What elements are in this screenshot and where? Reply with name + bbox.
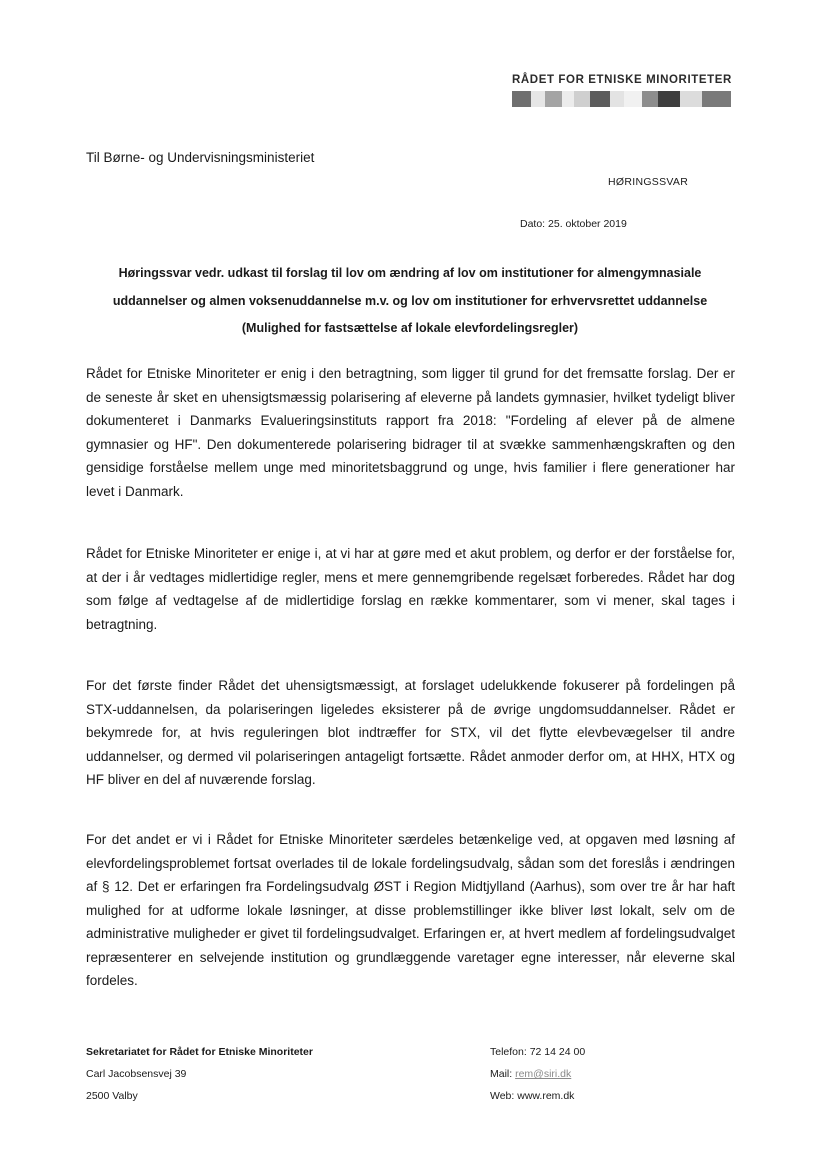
footer-street: Carl Jacobsensvej 39 (86, 1068, 187, 1080)
paragraph-4 (86, 828, 735, 993)
footer-city: 2500 Valby (86, 1090, 138, 1102)
paragraph-1 (86, 362, 735, 503)
recipient-line: Til Børne- og Undervisningsministeriet (86, 150, 315, 165)
footer-contact (490, 1041, 585, 1107)
logo-bar-segment (658, 91, 680, 107)
paragraph-3 (86, 674, 735, 792)
footer-address (86, 1041, 313, 1107)
logo-bar-segment (680, 91, 702, 107)
logo-bar-segment (642, 91, 658, 107)
footer-phone: Telefon: 72 14 24 00 (490, 1046, 586, 1058)
logo-bar-segment (624, 91, 642, 107)
paragraph-2 (86, 542, 735, 636)
logo-bar-segment (512, 91, 531, 107)
organization-name: RÅDET FOR ETNISKE MINORITETER (512, 74, 732, 86)
logo-bar-segment (590, 91, 610, 107)
logo-bar-segment (562, 91, 574, 107)
date-line: Dato: 25. oktober 2019 (520, 218, 627, 230)
paragraph-text: Rådet for Etniske Minoriteter er enige i, at vi har at gøre med et akut problem, og derfor er der forståelse for, at der i år vedtages midlertidige regler, mens et mere gennemgribende regelsæt forberedes. Rådet har dog som følge af vedtagelse af de midlertidige forslag en række kommentarer, som vi mener, skal tages i betragtning. (86, 546, 735, 632)
footer-mail-link[interactable]: rem@siri.dk (515, 1068, 572, 1080)
document-type: HØRINGSSVAR (608, 176, 689, 188)
footer-org-name: Sekretariatet for Rådet for Etniske Minoriteter (86, 1046, 313, 1058)
logo-bar-segment (531, 91, 545, 107)
paragraph-text: For det andet er vi i Rådet for Etniske Minoriteter særdeles betænkelige ved, at opgaven med løsning af elevfordelingsproblemet fortsat overlades til de lokale fordelingsudvalg, sådan som det foreslås i ændringen af § 12. Det er erfaringen fra Fordelingsudvalg ØST i Region Midtjylland (Aarhus), som over tre år har haft mulighed for at udforme lokale løsninger, at disse problemstillinger ikke bliver løst lokalt, selv om de administrative muligheder er givet til fordelingsudvalget. Erfaringen er, at hvert medlem af fordelingsudvalget repræsenterer en selvejende institution og grundlæggende varetager egne interesser, når eleverne skal fordeles. (86, 832, 735, 988)
paragraph-text: Rådet for Etniske Minoriteter er enig i den betragtning, som ligger til grund for det fremsatte forslag. Der er de seneste år sket en uhensigtsmæssig polarisering af eleverne på landets gymnasier, hvilket tydeligt bliver dokumenteret i Danmarks Evalueringsinstituts rapport fra 2018: "Fordeling af elever på de almene gymnasier og HF". Den dokumenterede polarisering bidrager til at svække sammenhængskraften og den gensidige forståelse mellem unge med minoritetsbaggrund og unge, hvis familier i flere generationer har levet i Danmark. (86, 366, 735, 499)
logo-bar-segment (545, 91, 562, 107)
footer-mail (490, 1063, 585, 1085)
logo-bar-segment (574, 91, 590, 107)
logo-color-bar (512, 91, 731, 107)
logo-bar-segment (610, 91, 624, 107)
footer-web: Web: www.rem.dk (490, 1090, 575, 1102)
subject-heading: Høringssvar vedr. udkast til forslag til lov om ændring af lov om institutioner for almengymnasiale uddannelser og almen voksenuddannelse m.v. og lov om institutioner for erhvervsrettet uddannelse (Mulighed for fastsættelse af lokale elevfordelingsregler) (112, 266, 708, 335)
logo-bar-segment (702, 91, 731, 107)
footer-mail-label: Mail: (490, 1068, 513, 1080)
paragraph-text: For det første finder Rådet det uhensigtsmæssigt, at forslaget udelukkende fokuserer på fordelingen på STX-uddannelsen, da polariseringen ligeledes eksisterer på de øvrige ungdomsuddannelser. Rådet er bekymrede for, at hvis reguleringen blot indtræffer for STX, vil det flytte elevbevægelser til andre uddannelser, og dermed vil polariseringen antageligt fortsætte. Rådet anmoder derfor om, at HHX, HTX og HF bliver en del af nuværende forslag. (86, 678, 735, 787)
